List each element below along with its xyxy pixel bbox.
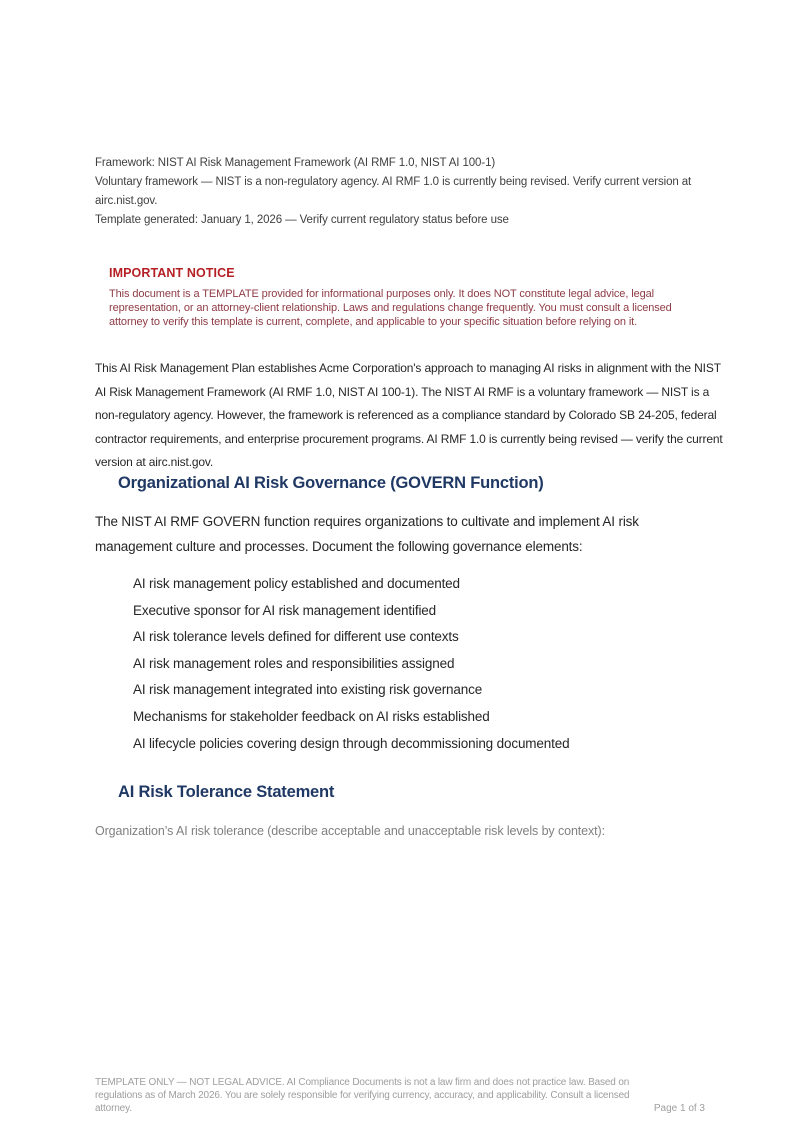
list-item: Executive sponsor for AI risk management identified [133, 602, 437, 618]
meta-generated-line: Template generated: January 1, 2026 — Verify current regulatory status before use [95, 214, 509, 226]
footer-disclaimer: TEMPLATE ONLY — NOT LEGAL ADVICE. AI Compliance Documents is not a law firm and does not practice law. Based on regulations as of March 2026. You are solely responsible for verifying currency, accuracy, and applicability. Consult a licensed attorney. [95, 1077, 630, 1114]
list-item: AI risk management integrated into existing risk governance [133, 682, 483, 698]
important-notice [109, 266, 687, 330]
important-notice-body: This document is a TEMPLATE provided for informational purposes only. It does NOT constitute legal advice, legal representation, or an attorney-client relationship. Laws and regulations change frequently. You must consult a licensed attorney to verify this template is current, complete, and applicable to your specific situation before relying on it. [109, 288, 672, 329]
heading-risk-tolerance: AI Risk Tolerance Statement [118, 783, 335, 801]
governance-elements-list [133, 571, 693, 757]
meta-framework-line: Framework: NIST AI Risk Management Framework (AI RMF 1.0, NIST AI 100-1) [95, 157, 496, 169]
list-item: AI risk tolerance levels defined for different use contexts [133, 629, 459, 645]
govern-paragraph: The NIST AI RMF GOVERN function requires organizations to cultivate and implement AI risk management culture and processes. Document the following governance elements: [95, 514, 639, 554]
tolerance-paragraph: Organization’s AI risk tolerance (describe acceptable and unacceptable risk levels by context): [95, 824, 605, 838]
list-item: AI lifecycle policies covering design through decommissioning documented [133, 735, 570, 751]
intro-paragraph: This AI Risk Management Plan establishes Acme Corporation's approach to managing AI risks in alignment with the NIST AI Risk Management Framework (AI RMF 1.0, NIST AI 100-1). The NIST AI RMF is a voluntary framework — NIST is a non-regulatory agency. However, the framework is referenced as a compliance standard by Colorado SB 24-205, federal contractor requirements, and enterprise procurement programs. AI RMF 1.0 is currently being revised — verify the current version at airc.nist.gov. [95, 361, 723, 470]
list-item: AI risk management roles and responsibilities assigned [133, 655, 455, 671]
important-notice-title: IMPORTANT NOTICE [109, 266, 235, 280]
heading-govern-function: Organizational AI Risk Governance (GOVERN Function) [118, 474, 544, 492]
document-meta [95, 154, 755, 230]
page-footer [95, 1076, 705, 1115]
list-item: AI risk management policy established and documented [133, 576, 460, 591]
footer-page-number: Page 1 of 3 [653, 1103, 705, 1114]
list-item: Mechanisms for stakeholder feedback on AI risks established [133, 708, 490, 724]
meta-voluntary-line: Voluntary framework — NIST is a non-regulatory agency. AI RMF 1.0 is currently being revised. Verify current version at airc.nist.gov. [95, 176, 692, 207]
